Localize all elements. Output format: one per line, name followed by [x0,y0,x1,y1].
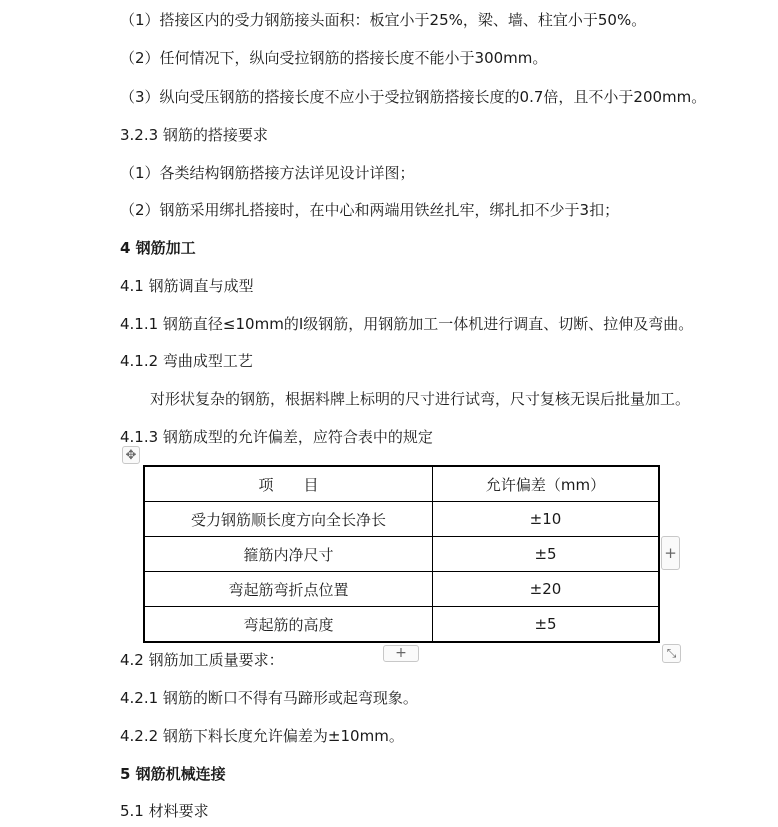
table-row [144,607,659,643]
table-cell: ±5 [433,607,660,643]
paragraph: 4.1.1 钢筋直径≤10mm的I级钢筋，用钢筋加工一体机进行调直、切断、拉伸及弯曲。 [120,315,694,333]
section-heading: 4.2 钢筋加工质量要求： [120,651,284,669]
table-row [144,572,659,607]
section-heading: 4.1.2 弯曲成型工艺 [120,352,253,370]
table-header-cell: 允许偏差（mm） [433,466,660,502]
table-row [144,537,659,572]
table-cell: ±5 [433,537,660,572]
section-heading: 4.1.3 钢筋成型的允许偏差，应符合表中的规定 [120,428,433,446]
paragraph: 对形状复杂的钢筋，根据料牌上标明的尺寸进行试弯，尺寸复核无误后批量加工。 [150,390,691,408]
paragraph: （1）搭接区内的受力钢筋接头面积：板宜小于25%，梁、墙、柱宜小于50%。 [120,11,647,29]
table-row [144,502,659,537]
section-heading: 5.1 材料要求 [120,802,209,820]
table-cell: 箍筋内净尺寸 [144,537,433,572]
paragraph: （1）各类结构钢筋搭接方法详见设计详图； [120,164,415,182]
tolerance-table [143,465,660,643]
table-resize-icon[interactable]: ⤡ [662,644,681,663]
paragraph: （2）任何情况下，纵向受拉钢筋的搭接长度不能小于300mm。 [120,49,548,67]
paragraph: 4.2.1 钢筋的断口不得有马蹄形或起弯现象。 [120,689,418,707]
paragraph: （2）钢筋采用绑扎搭接时，在中心和两端用铁丝扎牢，绑扎扣不少于3扣； [120,201,620,219]
paragraph: 4.2.2 钢筋下料长度允许偏差为±10mm。 [120,727,404,745]
add-row-button[interactable]: + [383,645,419,662]
chapter-heading: 4 钢筋加工 [120,239,196,257]
table-header-cell: 项 目 [144,466,433,502]
table-header-row [144,466,659,502]
table-cell: 受力钢筋顺长度方向全长净长 [144,502,433,537]
table-cell: ±20 [433,572,660,607]
section-heading: 4.1 钢筋调直与成型 [120,277,254,295]
table-cell: 弯起筋弯折点位置 [144,572,433,607]
table-cell: ±10 [433,502,660,537]
table-cell: 弯起筋的高度 [144,607,433,643]
paragraph: （3）纵向受压钢筋的搭接长度不应小于受拉钢筋搭接长度的0.7倍，且不小于200mm。 [120,88,707,106]
section-heading: 3.2.3 钢筋的搭接要求 [120,126,268,144]
add-column-button[interactable]: + [661,536,680,570]
table-move-icon[interactable]: ✥ [122,446,140,464]
chapter-heading: 5 钢筋机械连接 [120,765,226,783]
